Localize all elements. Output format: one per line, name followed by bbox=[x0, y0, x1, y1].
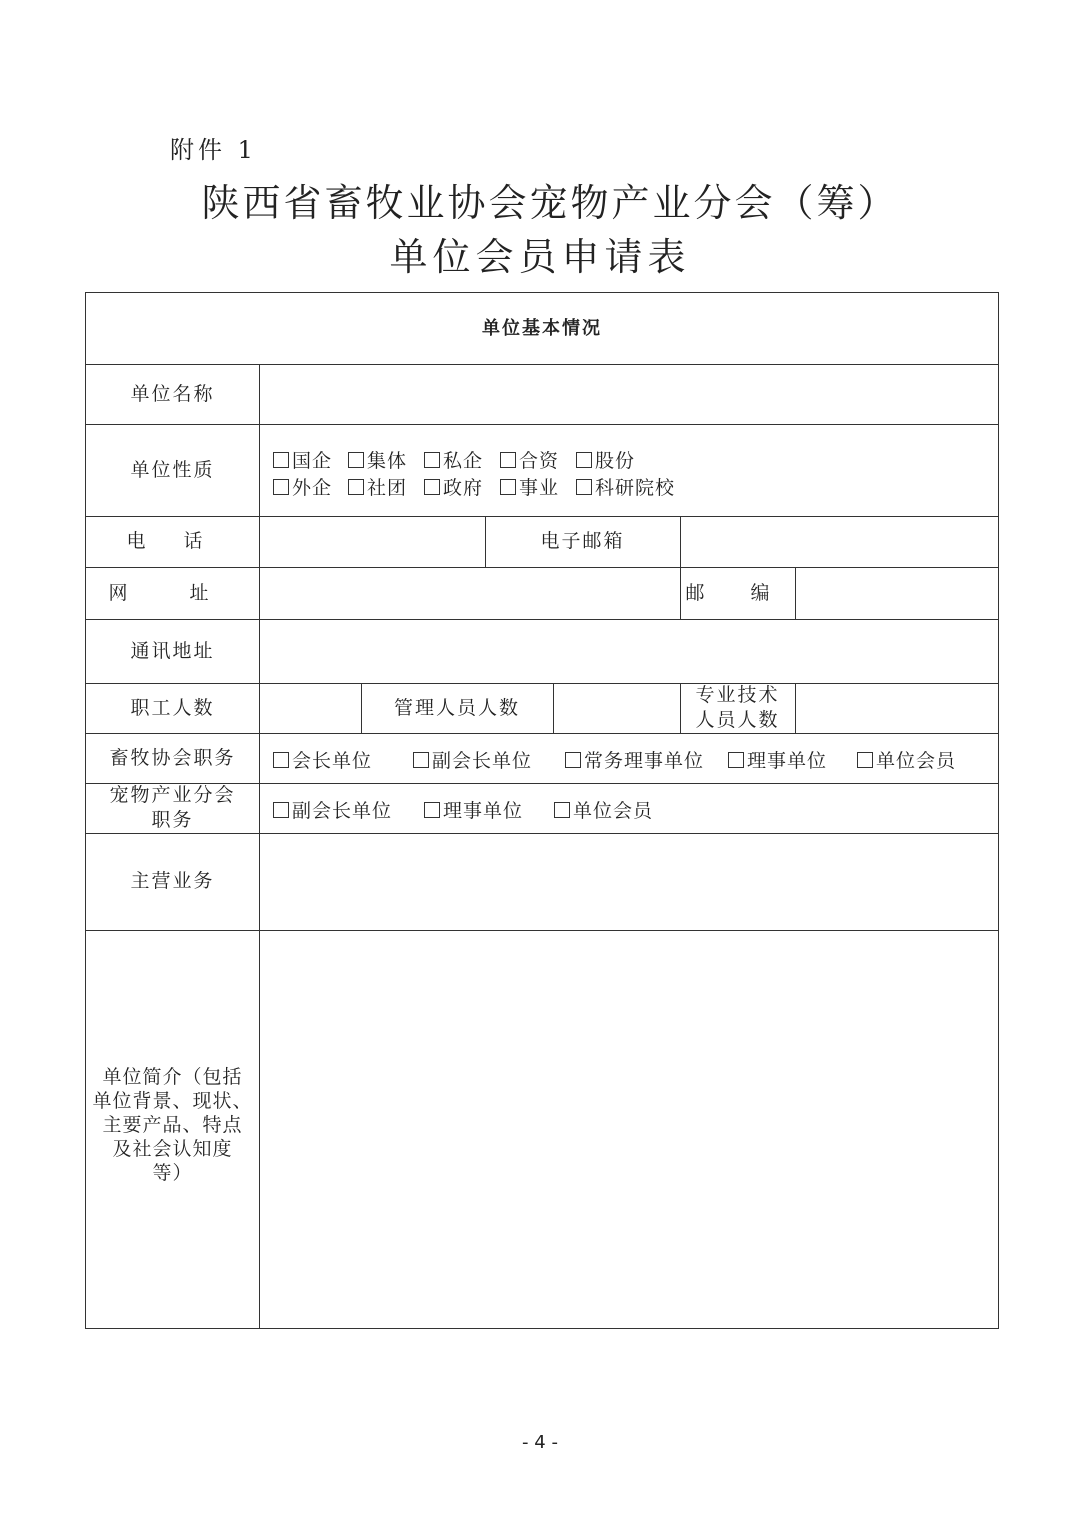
checkbox-icon[interactable] bbox=[565, 752, 581, 768]
unit-type-option[interactable] bbox=[576, 446, 635, 473]
assoc-position-option-label: 副会长单位 bbox=[432, 750, 533, 772]
unit-type-option-label: 外企 bbox=[292, 477, 333, 499]
address-label: 通讯地址 bbox=[130, 639, 215, 662]
tech-count-field[interactable] bbox=[796, 684, 998, 733]
pet-position-label-line1: 宠物产业分会 bbox=[109, 784, 236, 807]
form-title: 陕西省畜牧业协会宠物产业分会（筹） bbox=[201, 181, 899, 225]
company-intro-label bbox=[86, 1065, 259, 1185]
unit-type-option[interactable] bbox=[576, 473, 675, 500]
section-header: 单位基本情况 bbox=[482, 317, 602, 339]
pet-position-label-line2: 职务 bbox=[151, 809, 194, 831]
pet-position-label bbox=[86, 783, 259, 833]
checkbox-icon[interactable] bbox=[857, 752, 873, 768]
unit-type-option-label: 国企 bbox=[292, 450, 333, 472]
assoc-position-option[interactable] bbox=[857, 746, 956, 773]
assoc-position-option-label: 常务理事单位 bbox=[584, 750, 705, 772]
checkbox-icon[interactable] bbox=[554, 802, 570, 818]
assoc-position-option[interactable] bbox=[728, 746, 827, 773]
postcode-field[interactable] bbox=[796, 568, 998, 619]
phone-field[interactable] bbox=[260, 517, 485, 567]
assoc-position-option-label: 理事单位 bbox=[747, 750, 828, 772]
pet-position-option-label: 副会长单位 bbox=[292, 800, 393, 822]
assoc-position-option-label: 会长单位 bbox=[292, 750, 373, 772]
unit-type-option[interactable] bbox=[424, 446, 483, 473]
assoc-position-option[interactable] bbox=[413, 746, 532, 773]
pet-position-option-label: 单位会员 bbox=[573, 800, 654, 822]
checkbox-icon[interactable] bbox=[728, 752, 744, 768]
mgmt-count-field[interactable] bbox=[554, 684, 680, 733]
checkbox-icon[interactable] bbox=[273, 479, 289, 495]
postcode-label: 邮 编 bbox=[685, 581, 790, 604]
attachment-label: 附件 1 bbox=[170, 136, 257, 164]
checkbox-icon[interactable] bbox=[273, 802, 289, 818]
unit-type-label: 单位性质 bbox=[130, 458, 215, 481]
pet-position-option[interactable] bbox=[554, 796, 653, 823]
unit-type-option[interactable] bbox=[348, 446, 407, 473]
unit-type-option[interactable] bbox=[273, 473, 332, 500]
unit-type-option-label: 合资 bbox=[519, 450, 560, 472]
checkbox-icon[interactable] bbox=[273, 752, 289, 768]
pet-position-option-label: 理事单位 bbox=[443, 800, 524, 822]
checkbox-icon[interactable] bbox=[424, 802, 440, 818]
checkbox-icon[interactable] bbox=[348, 479, 364, 495]
unit-type-option-label: 社团 bbox=[367, 477, 408, 499]
pet-position-option[interactable] bbox=[273, 796, 392, 823]
tech-count-label bbox=[680, 683, 795, 733]
company-intro-field[interactable] bbox=[260, 931, 998, 1328]
assoc-position-option-label: 单位会员 bbox=[876, 750, 957, 772]
unit-type-option[interactable] bbox=[500, 473, 559, 500]
checkbox-icon[interactable] bbox=[500, 452, 516, 468]
assoc-position-option[interactable] bbox=[565, 746, 704, 773]
checkbox-icon[interactable] bbox=[348, 452, 364, 468]
intro-line: 单位简介（包括 bbox=[102, 1066, 243, 1088]
main-business-field[interactable] bbox=[260, 834, 998, 930]
address-field[interactable] bbox=[260, 620, 998, 683]
checkbox-icon[interactable] bbox=[413, 752, 429, 768]
unit-type-option-label: 私企 bbox=[443, 450, 484, 472]
staff-count-field[interactable] bbox=[260, 684, 361, 733]
email-label: 电子邮箱 bbox=[540, 530, 625, 553]
tech-count-label-line1: 专业技术 bbox=[695, 684, 780, 707]
email-field[interactable] bbox=[681, 517, 998, 567]
checkbox-icon[interactable] bbox=[424, 452, 440, 468]
website-label: 网 址 bbox=[108, 581, 237, 604]
unit-type-option[interactable] bbox=[500, 446, 559, 473]
website-field[interactable] bbox=[260, 568, 680, 619]
checkbox-icon[interactable] bbox=[576, 452, 592, 468]
assoc-position-option[interactable] bbox=[273, 746, 372, 773]
checkbox-icon[interactable] bbox=[500, 479, 516, 495]
intro-line: 及社会认知度 bbox=[112, 1138, 233, 1160]
unit-type-option-label: 集体 bbox=[367, 450, 408, 472]
unit-name-field[interactable] bbox=[260, 365, 998, 424]
intro-line: 单位背景、现状、 bbox=[92, 1090, 253, 1112]
assoc-position-label: 畜牧协会职务 bbox=[109, 746, 236, 769]
unit-type-option[interactable] bbox=[273, 446, 332, 473]
unit-type-option-label: 股份 bbox=[595, 450, 636, 472]
checkbox-icon[interactable] bbox=[424, 479, 440, 495]
staff-count-label: 职工人数 bbox=[130, 696, 215, 719]
phone-label: 电 话 bbox=[126, 530, 219, 553]
application-form bbox=[85, 292, 999, 1329]
page-number: - 4 - bbox=[522, 1432, 558, 1453]
pet-position-option[interactable] bbox=[424, 796, 523, 823]
intro-line: 等） bbox=[152, 1162, 193, 1184]
mgmt-count-label: 管理人员人数 bbox=[393, 696, 520, 719]
unit-type-option[interactable] bbox=[348, 473, 407, 500]
unit-type-option-label: 科研院校 bbox=[595, 477, 676, 499]
checkbox-icon[interactable] bbox=[576, 479, 592, 495]
unit-type-option-label: 政府 bbox=[443, 477, 484, 499]
tech-count-label-line2: 人员人数 bbox=[695, 709, 780, 731]
unit-name-label: 单位名称 bbox=[130, 382, 215, 405]
unit-type-option[interactable] bbox=[424, 473, 483, 500]
unit-type-option-label: 事业 bbox=[519, 477, 560, 499]
form-subtitle: 单位会员申请表 bbox=[389, 235, 691, 279]
main-business-label: 主营业务 bbox=[130, 870, 215, 893]
intro-line: 主要产品、特点 bbox=[102, 1114, 243, 1136]
checkbox-icon[interactable] bbox=[273, 452, 289, 468]
